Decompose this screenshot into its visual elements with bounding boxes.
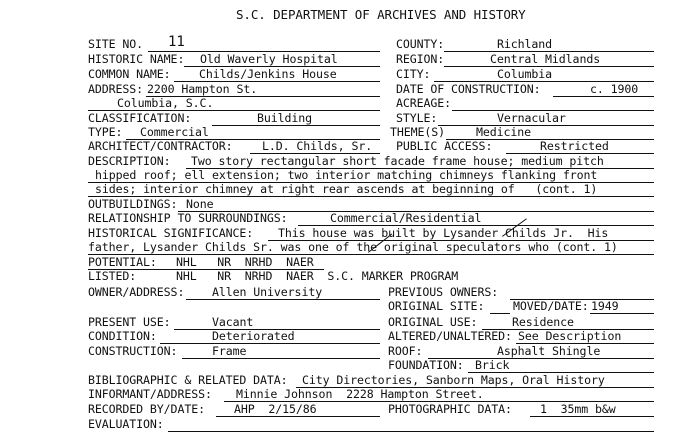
site-no-label: SITE NO. — [88, 37, 144, 51]
original-site-label: ORIGINAL SITE: — [388, 299, 485, 313]
type-label: TYPE: — [88, 125, 123, 139]
address-value: 2200 Hampton St. — [147, 82, 258, 96]
previous-owners-label: PREVIOUS OWNERS: — [388, 285, 499, 299]
photographic-value: 1 35mm b&w — [540, 402, 616, 416]
county-value: Richland — [497, 37, 553, 51]
relationship-value: Commercial/Residential — [330, 211, 482, 225]
region-label: REGION: — [396, 52, 445, 66]
condition-label: CONDITION: — [88, 329, 157, 343]
evaluation-line — [168, 431, 654, 432]
site-no-value: 11 — [168, 34, 185, 50]
roof-label: ROOF: — [388, 344, 423, 358]
description-line2: hipped roof; ell extension; two interior matching chimneys flanking front — [95, 168, 598, 182]
altered-label: ALTERED/UNALTERED: — [388, 329, 512, 343]
listed-value: NHL NR NRHD NAER S.C. MARKER PROGRAM — [176, 269, 459, 283]
owner-line — [186, 299, 380, 300]
bibliographic-value: City Directories, Sanborn Maps, Oral History — [302, 373, 605, 387]
theme-value: Medicine — [476, 125, 532, 139]
form-title: S.C. DEPARTMENT OF ARCHIVES AND HISTORY — [236, 7, 526, 22]
photographic-line — [530, 416, 654, 417]
recorded-value: AHP 2/15/86 — [234, 402, 317, 416]
potential-label: POTENTIAL: — [88, 255, 157, 269]
owner-value: Allen University — [212, 285, 323, 299]
acreage-label: ACREAGE: — [396, 96, 452, 110]
roof-value: Asphalt Shingle — [497, 344, 601, 358]
relationship-label: RELATIONSHIP TO SURROUNDINGS: — [88, 211, 288, 225]
date-line — [553, 96, 654, 97]
original-use-value: Residence — [512, 315, 574, 329]
description-label: DESCRIPTION: — [88, 154, 171, 168]
altered-value: See Description — [518, 329, 622, 343]
recorded-label: RECORDED BY/DATE: — [88, 402, 205, 416]
county-label: COUNTY: — [396, 37, 445, 51]
classification-label: CLASSIFICATION: — [88, 111, 192, 125]
architect-label: ARCHITECT/CONTRACTOR: — [88, 139, 233, 153]
moved-date-label: MOVED/DATE: — [513, 299, 589, 313]
description-line3: sides; interior chimney at right rear ascends at beginning of (cont. 1) — [95, 182, 598, 196]
description-line1: Two story rectangular short facade frame house; medium pitch — [191, 154, 604, 168]
classification-value: Building — [257, 111, 313, 125]
original-site-line — [490, 313, 510, 314]
construction-line — [182, 358, 380, 359]
city-label: CITY: — [396, 67, 431, 81]
date-value: c. 1900 — [590, 82, 639, 96]
classification-line — [212, 125, 380, 126]
present-use-value: Vacant — [212, 315, 254, 329]
condition-line — [160, 343, 380, 344]
evaluation-label: EVALUATION: — [88, 417, 164, 431]
style-line — [438, 125, 654, 126]
address-line2: Columbia, S.C. — [117, 96, 214, 110]
bibliographic-label: BIBLIOGRAPHIC & RELATED DATA: — [88, 373, 288, 387]
potential-value: NHL NR NRHD NAER — [176, 255, 314, 269]
construction-value: Frame — [212, 344, 247, 358]
architect-value: L.D. Childs, Sr. — [262, 139, 373, 153]
style-value: Vernacular — [497, 111, 566, 125]
moved-date-line — [590, 313, 654, 314]
photographic-label: PHOTOGRAPHIC DATA: — [388, 402, 512, 416]
informant-label: INFORMANT/ADDRESS: — [88, 387, 212, 401]
theme-label: THEME(S) — [390, 125, 446, 139]
outbuildings-value: None — [186, 197, 214, 211]
region-value: Central Midlands — [490, 52, 601, 66]
address-label: ADDRESS: — [88, 82, 144, 96]
common-name-value: Childs/Jenkins House — [199, 67, 337, 81]
significance-underline-2 — [88, 254, 654, 255]
city-value: Columbia — [497, 67, 553, 81]
historic-name-value: Old Waverly Hospital — [200, 52, 338, 66]
significance-line2: father, Lysander Childs Sr. was one of the original speculators who (cont. 1) — [88, 240, 618, 254]
present-use-label: PRESENT USE: — [88, 315, 171, 329]
outbuildings-label: OUTBUILDINGS: — [88, 197, 178, 211]
construction-label: CONSTRUCTION: — [88, 344, 178, 358]
significance-label: HISTORICAL SIGNIFICANCE: — [88, 226, 254, 240]
historic-name-label: HISTORIC NAME: — [88, 52, 185, 66]
date-label: DATE OF CONSTRUCTION: — [396, 82, 541, 96]
public-access-value: Restricted — [540, 139, 609, 153]
type-value: Commercial — [140, 125, 209, 139]
recorded-line — [216, 416, 380, 417]
common-name-label: COMMON NAME: — [88, 67, 171, 81]
public-access-label: PUBLIC ACCESS: — [396, 139, 493, 153]
listed-label: LISTED: — [88, 269, 137, 283]
style-label: STYLE: — [396, 111, 438, 125]
foundation-value: Brick — [475, 358, 510, 372]
informant-value: Minnie Johnson 2228 Hampton Street. — [236, 387, 484, 401]
significance-line1: This house was built by Lysander Childs Jr. His — [278, 226, 609, 240]
original-use-label: ORIGINAL USE: — [388, 315, 478, 329]
owner-label: OWNER/ADDRESS: — [88, 285, 185, 299]
foundation-label: FOUNDATION: — [388, 358, 464, 372]
moved-date-value: 1949 — [591, 299, 619, 313]
condition-value: Deteriorated — [212, 329, 295, 343]
